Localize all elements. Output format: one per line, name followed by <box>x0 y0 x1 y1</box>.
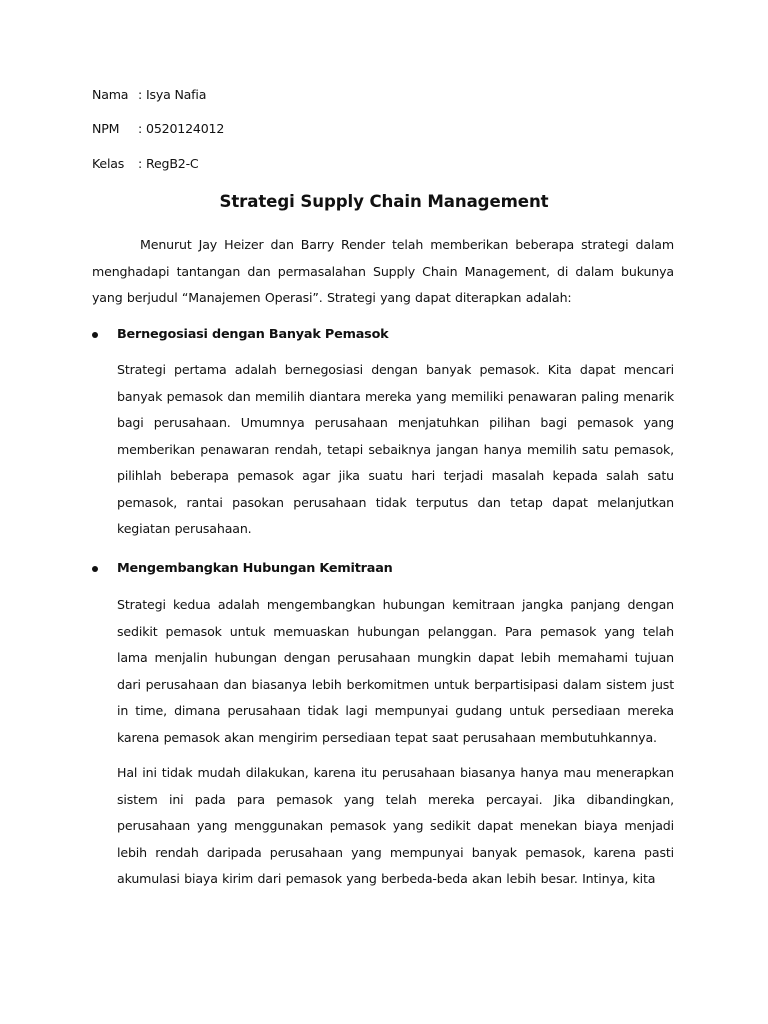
npm-value: 0520124012 <box>146 121 225 136</box>
name-label: Nama <box>92 87 129 102</box>
npm-colon: : <box>138 121 143 136</box>
intro-paragraph: Menurut Jay Heizer dan Barry Render telah memberikan beberapa strategi dalam menghadapi tantangan dan permasalahan Supply Chain Management, di dalam bukunya yang berjudul “Manajemen Operasi”. Strategi yang dapat diterapkan adalah: <box>92 237 674 305</box>
bullet-icon <box>92 566 98 572</box>
npm-label: NPM <box>92 121 120 136</box>
document-title: Strategi Supply Chain Management <box>219 192 549 211</box>
section-heading-text: Bernegosiasi dengan Banyak Pemasok <box>117 327 389 342</box>
section-2-paragraph-2: Hal ini tidak mudah dilakukan, karena itu perusahaan biasanya hanya mau menerapkan sistem ini pada para pemasok yang telah mereka percayai. Jika dibandingkan, perusahaan yang menggunakan pemasok yang sedikit dapat menekan biaya menjadi lebih rendah daripada perusahaan yang mempunyai banyak pemasok, karena pasti akumulasi biaya kirim dari pemasok yang berbeda-beda akan lebih besar. Intinya, kita <box>117 765 674 886</box>
section-1-paragraph-1: Strategi pertama adalah bernegosiasi dengan banyak pemasok. Kita dapat mencari banyak pemasok dan memilih diantara mereka yang memiliki penawaran paling menarik bagi perusahaan. Umumnya perusahaan menjatuhkan pilihan bagi pemasok yang memberikan penawaran rendah, tetapi sebaiknya jangan hanya memilih satu pemasok, pilihlah beberapa pemasok agar jika suatu hari terjadi masalah kepada salah satu pemasok, rantai pasokan perusahaan tidak terputus dan tetap dapat melanjutkan kegiatan perusahaan. <box>117 362 674 536</box>
section-heading-text: Mengembangkan Hubungan Kemitraan <box>117 561 393 576</box>
class-value: RegB2-C <box>146 156 199 171</box>
student-name-row <box>92 87 206 102</box>
class-label: Kelas <box>92 156 125 171</box>
section-2-paragraph-1: Strategi kedua adalah mengembangkan hubungan kemitraan jangka panjang dengan sedikit pemasok untuk memuaskan hubungan pelanggan. Para pemasok yang telah lama menjalin hubungan dengan perusahaan mungkin dapat lebih memahami tujuan dari perusahaan dan biasanya lebih berkomitmen untuk berpartisipasi dalam sistem just in time, dimana perusahaan tidak lagi mempunyai gudang untuk persediaan mereka karena pemasok akan mengirim persediaan tepat saat perusahaan membutuhkannya. <box>117 597 674 745</box>
class-row <box>92 156 199 171</box>
bullet-icon <box>92 332 98 338</box>
name-colon: : <box>138 87 143 102</box>
class-colon: : <box>138 156 143 171</box>
student-id-row <box>92 121 224 136</box>
name-value: Isya Nafia <box>146 87 207 102</box>
